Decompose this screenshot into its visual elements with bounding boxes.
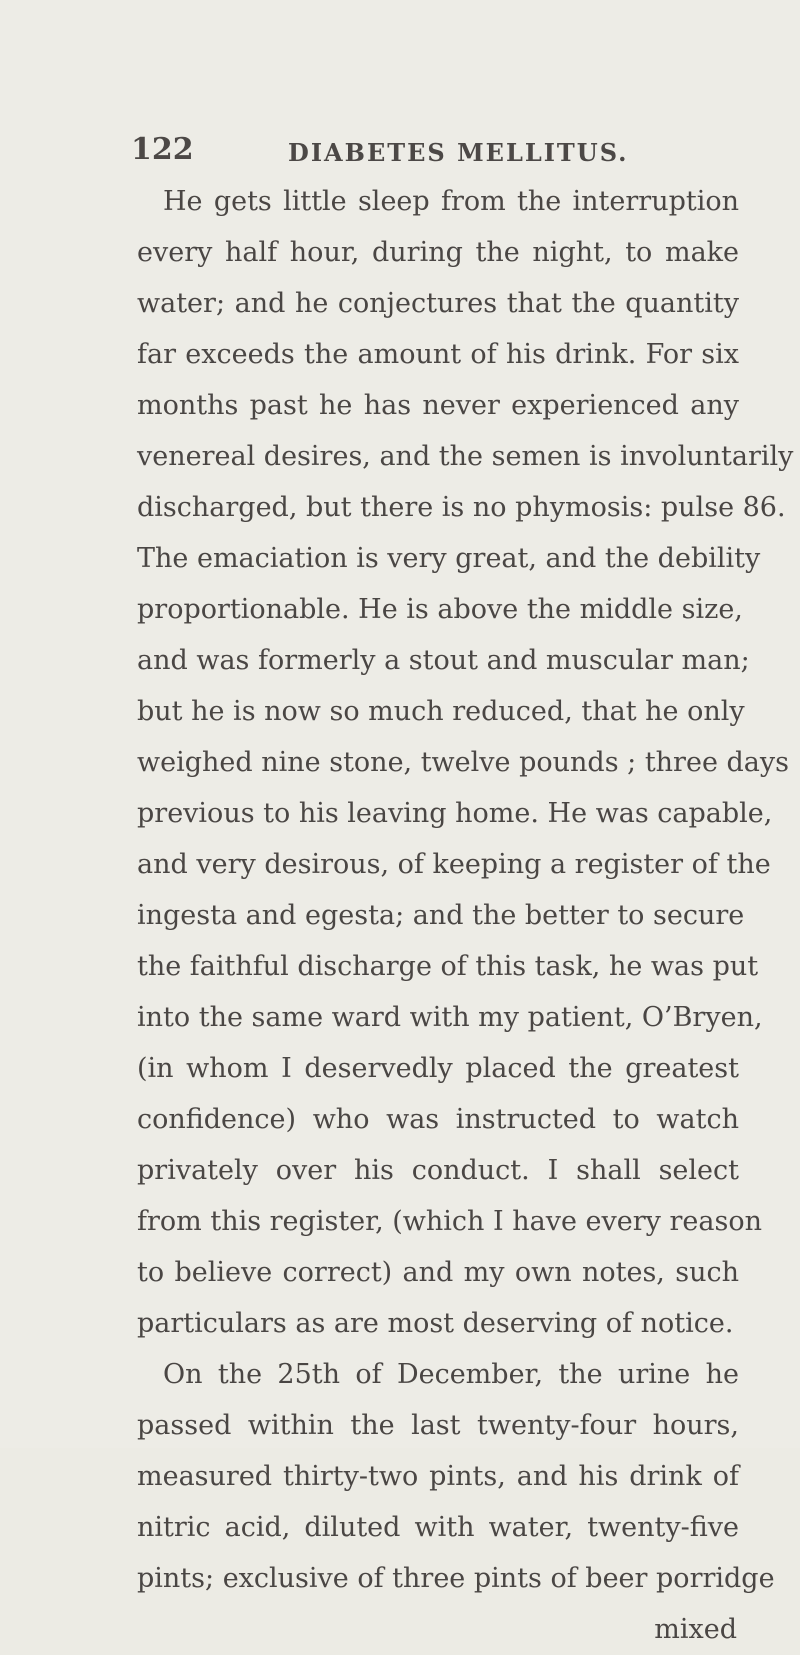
text-line: and was formerly a stout and muscular man; [137,645,750,676]
page-header-title: DIABETES MELLITUS. [288,138,629,167]
page-number: 122 [131,132,194,167]
text-line: The emaciation is very great, and the debility [137,543,761,574]
catchword: mixed [654,1614,737,1645]
text-line: nitric acid, diluted with water, twenty-five [137,1512,739,1543]
body-text [137,176,794,1655]
text-line: (in whom I deservedly placed the greatest [137,1053,739,1084]
text-line: and very desirous, of keeping a register of the [137,849,771,880]
text-line: privately over his conduct. I shall select [137,1155,739,1186]
text-line: months past he has never experienced any [137,390,739,421]
text-line: measured thirty-two pints, and his drink of [137,1461,739,1492]
text-line: proportionable. He is above the middle size, [137,594,743,625]
text-line: venereal desires, and the semen is involuntarily [137,441,794,472]
text-line: weighed nine stone, twelve pounds ; three days [137,747,789,778]
text-line: to believe correct) and my own notes, such [137,1257,739,1288]
text-line: confidence) who was instructed to watch [137,1104,739,1135]
running-head [131,132,740,172]
text-line: every half hour, during the night, to make [137,237,739,268]
text-line: into the same ward with my patient, O’Bryen, [137,1002,763,1033]
text-line: On the 25th of December, the urine he [163,1359,739,1390]
text-line: He gets little sleep from the interruption [163,186,739,217]
text-line: but he is now so much reduced, that he only [137,696,745,727]
text-line: ingesta and egesta; and the better to secure [137,900,745,931]
text-line: passed within the last twenty-four hours, [137,1410,739,1441]
text-line: far exceeds the amount of his drink. For six [137,339,739,370]
text-line: particulars as are most deserving of notice. [137,1308,734,1339]
text-line: discharged, but there is no phymosis: pulse 86. [137,492,786,523]
text-line: water; and he conjectures that the quantity [137,288,739,319]
text-line: from this register, (which I have every reason [137,1206,762,1237]
text-line: previous to his leaving home. He was capable, [137,798,773,829]
text-line: pints; exclusive of three pints of beer porridge [137,1563,775,1594]
text-line: the faithful discharge of this task, he was put [137,951,759,982]
